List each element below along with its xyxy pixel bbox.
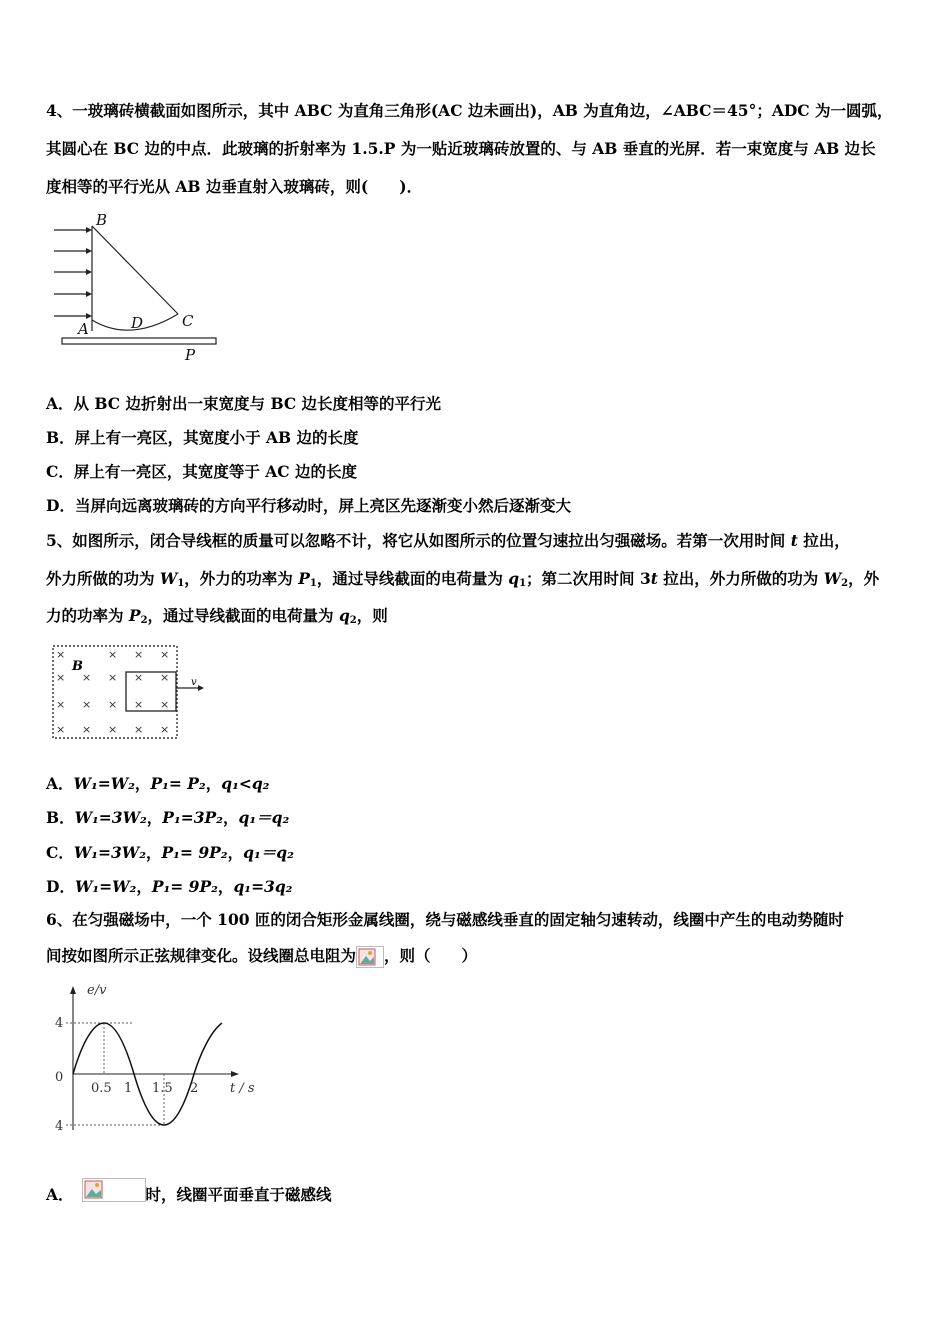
q6-ytick-zero: 0 — [55, 1070, 64, 1085]
q5-option-d: D．W₁=W₂，P₁= 9P₂，q₁=3q₂ — [46, 877, 293, 896]
field-cross: × — [56, 698, 66, 711]
field-cross: × — [56, 671, 66, 684]
field-cross: × — [134, 723, 144, 736]
q5-option-a: A．W₁=W₂，P₁= P₂，q₁<q₂ — [46, 774, 270, 793]
field-cross: × — [160, 698, 170, 711]
q4-prism-figure — [50, 208, 225, 363]
q5-line-2: 外力所做的功为 $W_1$，外力的功率为 $P_1$，通过导线截面的电荷量为 $q_1$；第二次用时间 3t 拉出，外力所做的功为 $W_2$，外 — [46, 569, 880, 589]
q6-xtick-1: 1 — [124, 1081, 133, 1096]
field-cross: × — [134, 698, 144, 711]
q4-label-b: B — [96, 211, 108, 229]
q6-ylabel: e/v — [87, 983, 107, 998]
q6-ytick-top: 4 — [55, 1016, 64, 1031]
field-cross: × — [108, 671, 118, 684]
q4-label-p: P — [185, 346, 196, 363]
q5-label-v: v — [191, 677, 197, 688]
field-cross: × — [134, 671, 144, 684]
q6-xlabel: t / s — [230, 1081, 255, 1096]
q5-option-c: C．W₁=3W₂，P₁= 9P₂，q₁＝q₂ — [46, 843, 294, 862]
field-cross: × — [82, 723, 92, 736]
q4-label-a: A — [78, 320, 89, 338]
q4-line-2: 其圆心在 BC 边的中点．此玻璃的折射率为 1.5.P 为一贴近玻璃砖放置的、与 AB 垂直的光屏．若一束宽度与 AB 边长 — [46, 139, 876, 158]
q6-xtick-0-5: 0.5 — [91, 1081, 112, 1096]
q6-line-2: 间按如图所示正弦规律变化。设线圈总电阻为 ，则（ ） — [46, 946, 477, 968]
q5-line-1: 5、如图所示，闭合导线框的质量可以忽略不计，将它从如图所示的位置匀速拉出匀强磁场。若第一次用时间 t 拉出， — [46, 531, 850, 550]
field-cross: × — [56, 723, 66, 736]
q4-option-a: A．从 BC 边折射出一束宽度与 BC 边长度相等的平行光 — [46, 394, 442, 413]
q5-option-b: B．W₁=3W₂，P₁=3P₂，q₁＝q₂ — [46, 808, 290, 827]
field-cross: × — [160, 648, 170, 661]
q6-xtick-2: 2 — [190, 1081, 199, 1096]
field-cross: × — [82, 698, 92, 711]
q4-label-c: C — [182, 312, 194, 330]
field-cross: × — [82, 671, 92, 684]
field-cross: × — [108, 648, 118, 661]
q5-magnetic-field-figure — [50, 643, 210, 743]
q6-xtick-1-5: 1.5 — [152, 1081, 173, 1096]
field-cross: × — [108, 698, 118, 711]
q5-line-3: 力的功率为 $P_2$，通过导线截面的电荷量为 $q_2$，则 — [46, 606, 388, 626]
field-cross: × — [108, 723, 118, 736]
field-cross: × — [134, 648, 144, 661]
q6-emf-graph — [50, 980, 265, 1145]
q6-option-a: A． 时，线圈平面垂直于磁感线 — [46, 1178, 332, 1205]
q4-option-c: C．屏上有一亮区，其宽度等于 AC 边的长度 — [46, 462, 357, 481]
q4-label-d: D — [131, 314, 144, 332]
field-cross: × — [160, 671, 170, 684]
q4-option-b: B．屏上有一亮区，其宽度小于 AB 边的长度 — [46, 428, 359, 447]
q5-label-b: B — [72, 659, 83, 674]
q4-line-3: 度相等的平行光从 AB 边垂直射入玻璃砖，则( )． — [46, 177, 423, 196]
q6-line-1: 6、在匀强磁场中，一个 100 匝的闭合矩形金属线圈，绕与磁感线垂直的固定轴匀速转动，线圈中产生的电动势随时 — [46, 910, 844, 929]
q6-ytick-bottom: 4 — [55, 1119, 64, 1134]
field-cross: × — [56, 648, 66, 661]
field-cross: × — [160, 723, 170, 736]
broken-image-icon — [82, 1178, 146, 1202]
q4-line-1: 4、一玻璃砖横截面如图所示，其中 ABC 为直角三角形(AC 边未画出)，AB 为直角边，∠ABC＝45°；ADC 为一圆弧， — [46, 101, 893, 120]
q4-option-d: D．当屏向远离玻璃砖的方向平行移动时，屏上亮区先逐渐变小然后逐渐变大 — [46, 496, 571, 515]
broken-image-icon — [356, 946, 384, 968]
